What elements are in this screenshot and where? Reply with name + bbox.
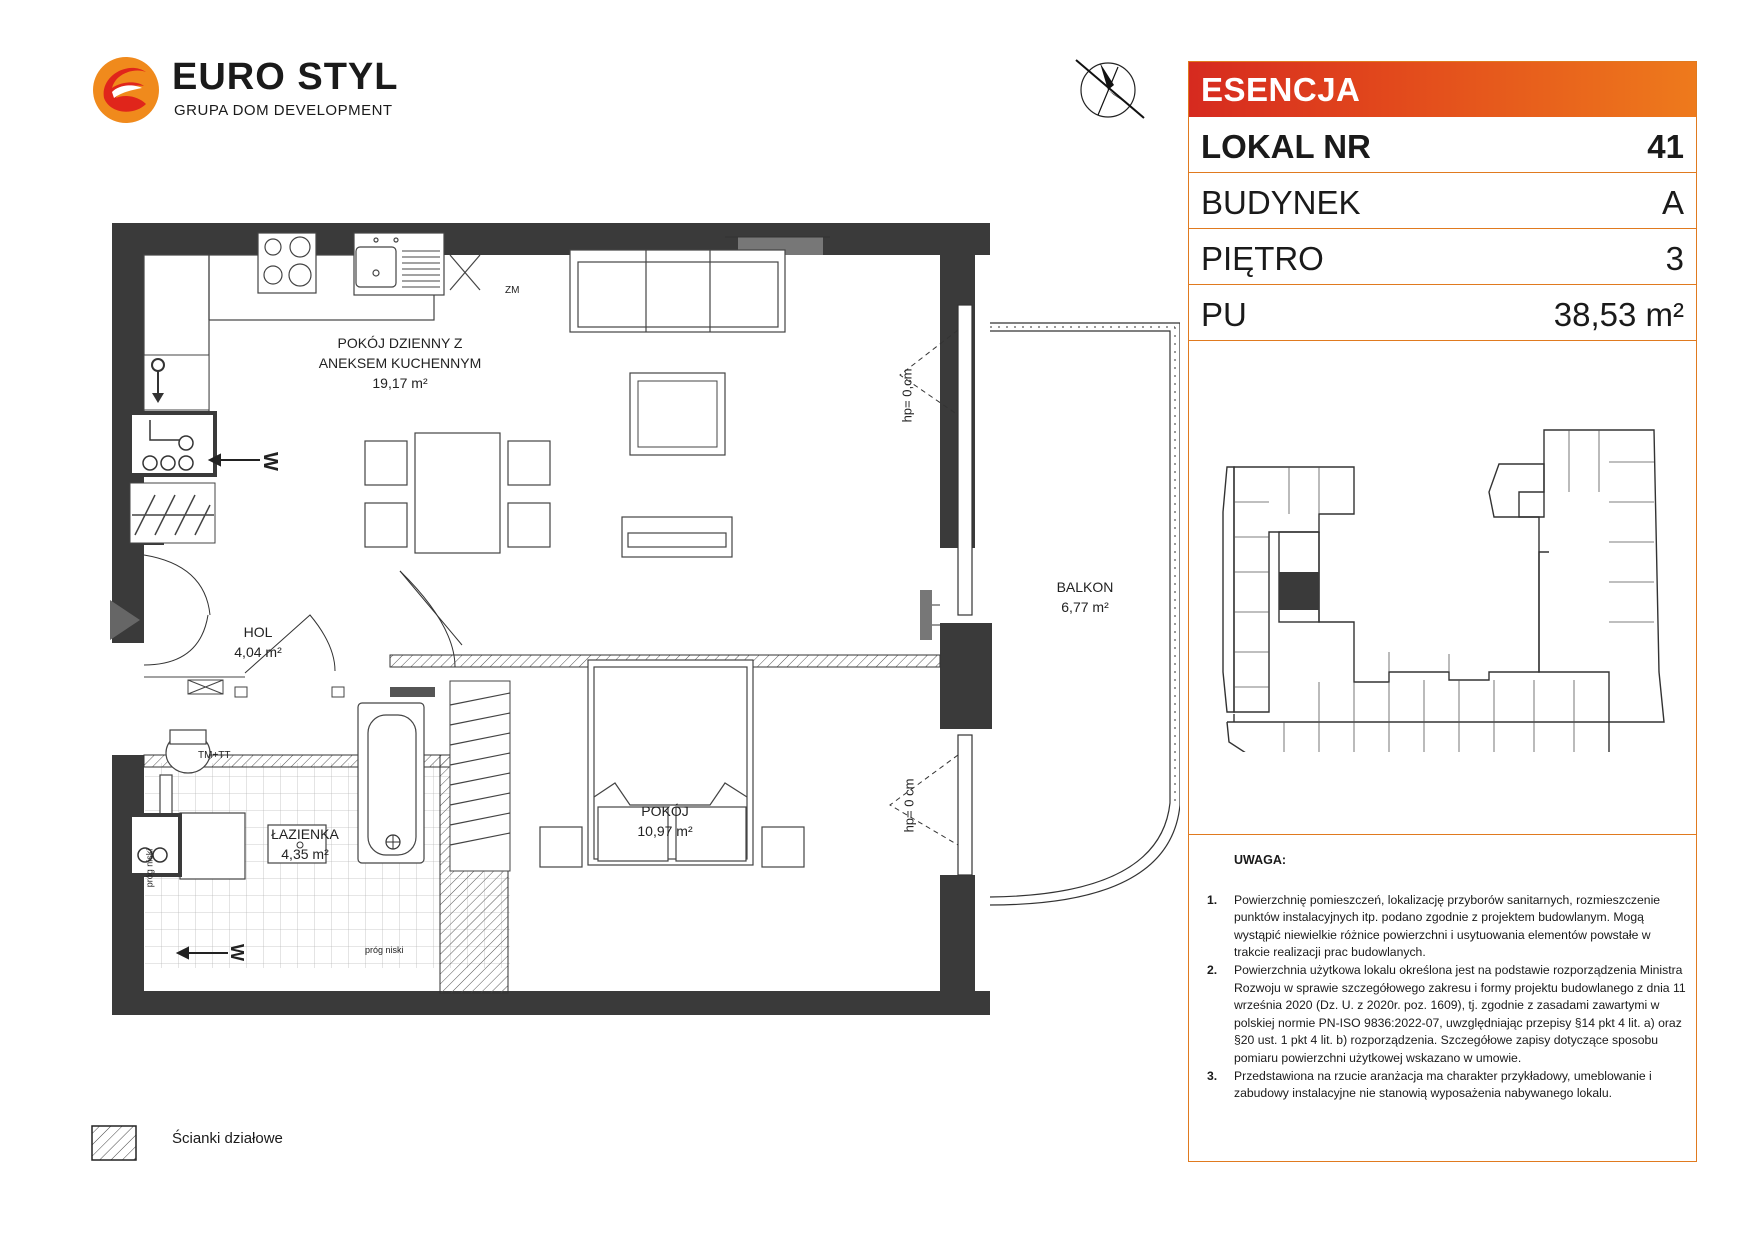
info-panel [1188, 61, 1697, 1162]
brand-name: EURO STYL [172, 56, 399, 98]
note-text: Przedstawiona na rzucie aranżacja ma charakter przykładowy, umeblowanie i zabudowy instalacyjne nie stanowią wyposażenia nabywanego lokalu. [1234, 1068, 1652, 1101]
note-item [1197, 962, 1687, 1068]
room-area: 10,97 m² [637, 823, 693, 839]
row-value: 38,53 m² [1553, 296, 1684, 333]
row-floor [1189, 229, 1696, 285]
row-key: BUDYNEK [1201, 184, 1361, 221]
row-key: LOKAL NR [1201, 128, 1371, 165]
floor-plan [110, 215, 1180, 1015]
legend [90, 1124, 283, 1167]
label-low-threshold-right: próg niski [365, 945, 404, 955]
room-balcony [1030, 577, 1140, 617]
legend-label: Ścianki działowe [172, 1130, 283, 1147]
row-building [1189, 173, 1696, 229]
note-text: Powierzchnię pomieszczeń, lokalizację przyborów sanitarnych, rozmieszczenie punktów instalacyjnych itp. podano zgodnie z projektem budowlanym. Mogą wystąpić niewielkie różnice powierzchni i usytuowania elementów powstałe w trakcie realizacji prac budowlanych. [1234, 892, 1661, 960]
label-w-ventilation: W [258, 452, 281, 471]
floor-plan-drawing [110, 215, 1180, 1015]
room-bathroom [255, 824, 355, 864]
label-threshold-top: hp= 0,cm [899, 368, 915, 423]
note-number: 2. [1207, 962, 1218, 977]
room-hall [218, 622, 298, 662]
note-number: 3. [1207, 1068, 1218, 1083]
row-usable-area [1189, 285, 1696, 341]
label-low-threshold-left: próg niski [144, 848, 155, 888]
row-value: A [1661, 184, 1684, 221]
label-zm: ZM [505, 285, 520, 296]
investment-name: ESENCJA [1201, 71, 1361, 108]
row-value: 3 [1665, 240, 1684, 277]
row-key: PU [1201, 296, 1247, 333]
room-area: 6,77 m² [1061, 599, 1109, 615]
note-number: 1. [1207, 892, 1218, 907]
hatch-swatch-icon [90, 1124, 138, 1162]
room-area: 4,04 m² [234, 644, 282, 660]
room-name: POKÓJ DZIENNY Z [337, 335, 463, 351]
row-key: PIĘTRO [1201, 240, 1324, 277]
room-area: 19,17 m² [372, 375, 428, 391]
highlighted-unit [1279, 572, 1319, 610]
room-name: ŁAZIENKA [271, 826, 339, 842]
note-item [1197, 892, 1687, 962]
label-w-ventilation: W [227, 944, 247, 961]
notes-title: UWAGA: [1234, 853, 1287, 867]
room-bedroom [615, 801, 715, 841]
room-name: BALKON [1056, 579, 1114, 595]
row-value: 41 [1647, 128, 1684, 165]
label-tm-tt: TM+TT [198, 750, 231, 761]
logo [90, 56, 430, 126]
notes-divider [1189, 834, 1696, 835]
compass-north-icon [1070, 55, 1150, 125]
label-threshold-bottom: hp= 0 cm [901, 778, 917, 833]
investment-header [1189, 62, 1696, 117]
compass [1070, 55, 1150, 125]
note-item [1197, 1068, 1687, 1103]
room-area: 4,35 m² [281, 846, 329, 862]
note-text: Powierzchnia użytkowa lokalu określona jest na podstawie rozporządzenia Ministra Rozwoju w sprawie szczegółowego zakresu i formy projektu budowlanego z dnia 11 września 2020 (Dz. U. z 2020r. poz. 1609), tj. zgodnie z zasadami zawartymi w polskiej normie PN-ISO 9836:2022-07, uwzględniając przepisy §14 pkt 4 lit. a) oraz §20 ust. 1 pkt 4 lit. b) rozporządzenia. Szczegółowe zapisy dotyczące sposobu pomiaru powierzchni użytkowej wskazano w umowie. [1234, 962, 1686, 1065]
room-living [300, 333, 500, 393]
room-name: POKÓJ [641, 803, 689, 819]
row-unit-number [1189, 117, 1696, 173]
eurostyl-logo-icon [90, 54, 162, 126]
building-key-plan [1189, 422, 1698, 752]
notes [1197, 852, 1687, 1103]
room-name: ANEKSEM KUCHENNYM [318, 355, 482, 371]
room-name: HOL [243, 624, 273, 640]
brand-subtitle: GRUPA DOM DEVELOPMENT [174, 102, 393, 119]
